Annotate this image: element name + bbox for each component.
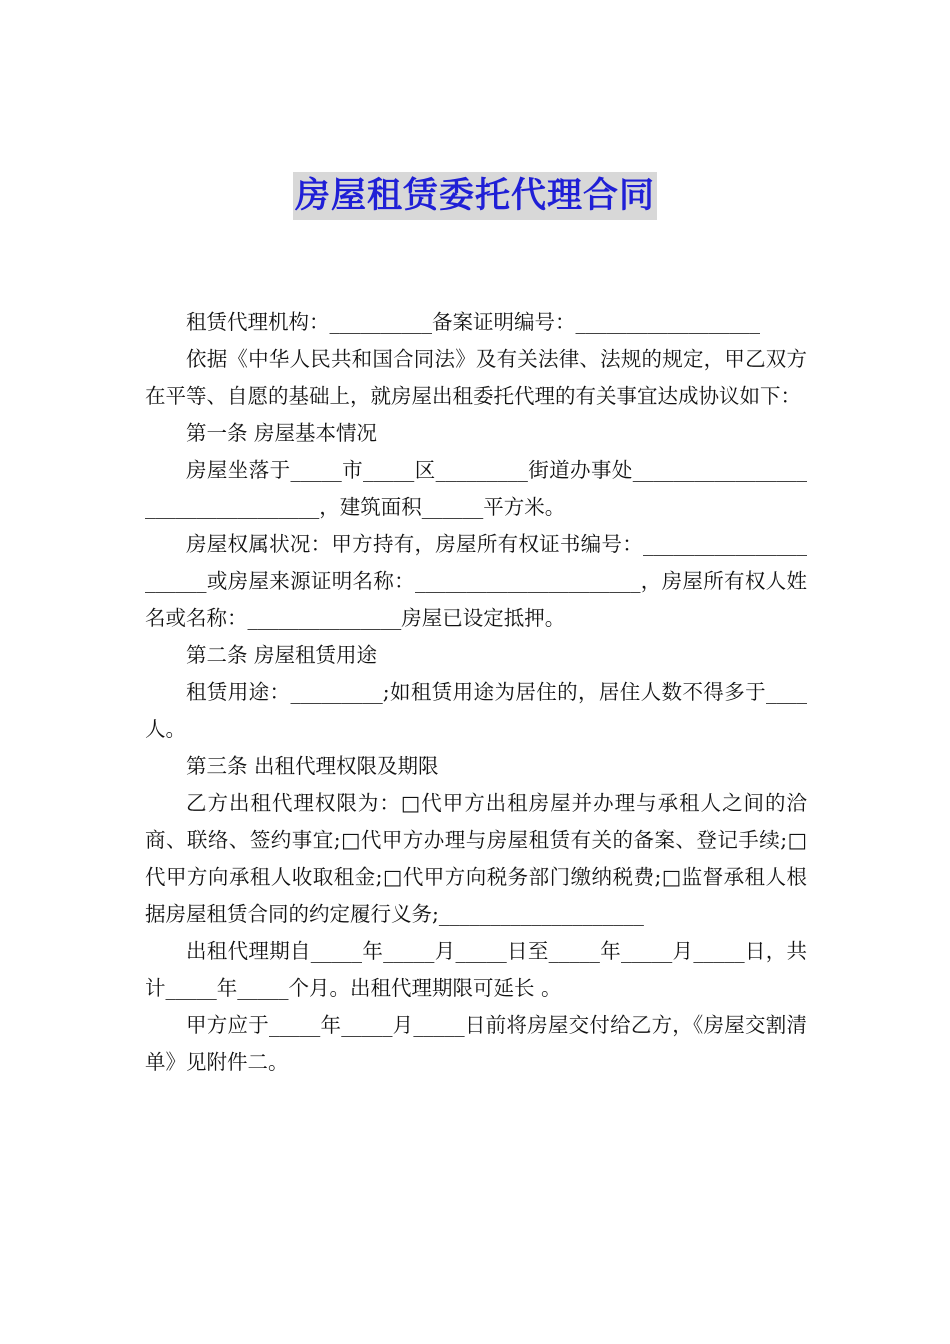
- title-wrap: [0, 172, 950, 220]
- document-title: 房屋租赁委托代理合同: [293, 172, 657, 220]
- document-body: [145, 304, 807, 1081]
- heading-article-3: 第三条 出租代理权限及期限: [186, 754, 439, 778]
- paragraph-property-location: 房屋坐落于_____市_____区_________街道办事处__________________________________，建筑面积______平方米。: [145, 458, 807, 519]
- paragraph-agency-period: 出租代理期自_____年_____月_____日至_____年_____月_____日，共计_____年_____个月。出租代理期限可延长 。: [145, 939, 807, 1000]
- paragraph-legal-basis: 依据《中华人民共和国合同法》及有关法律、法规的规定，甲乙双方在平等、自愿的基础上，就房屋出租委托代理的有关事宜达成协议如下：: [145, 347, 807, 408]
- paragraph-property-ownership: 房屋权属状况：甲方持有，房屋所有权证书编号：______________________或房屋来源证明名称：______________________，房屋所有权人姓名或名称：_______________房屋已设定抵押。: [145, 532, 807, 630]
- paragraph-handover: 甲方应于_____年_____月_____日前将房屋交付给乙方，《房屋交割清单》见附件二。: [145, 1013, 807, 1074]
- heading-article-1: 第一条 房屋基本情况: [186, 421, 378, 445]
- paragraph-lease-purpose: 租赁用途：_________;如租赁用途为居住的，居住人数不得多于____人。: [145, 680, 807, 741]
- paragraph-agency-authority: 乙方出租代理权限为：□代甲方出租房屋并办理与承租人之间的洽商、联络、签约事宜;□代甲方办理与房屋租赁有关的备案、登记手续;□代甲方向承租人收取租金;□代甲方向税务部门缴纳税费;□监督承租人根据房屋租赁合同的约定履行义务;____________________: [145, 791, 807, 926]
- heading-article-2: 第二条 房屋租赁用途: [186, 643, 378, 667]
- paragraph-agency-info: 租赁代理机构：__________备案证明编号：__________________: [186, 310, 760, 334]
